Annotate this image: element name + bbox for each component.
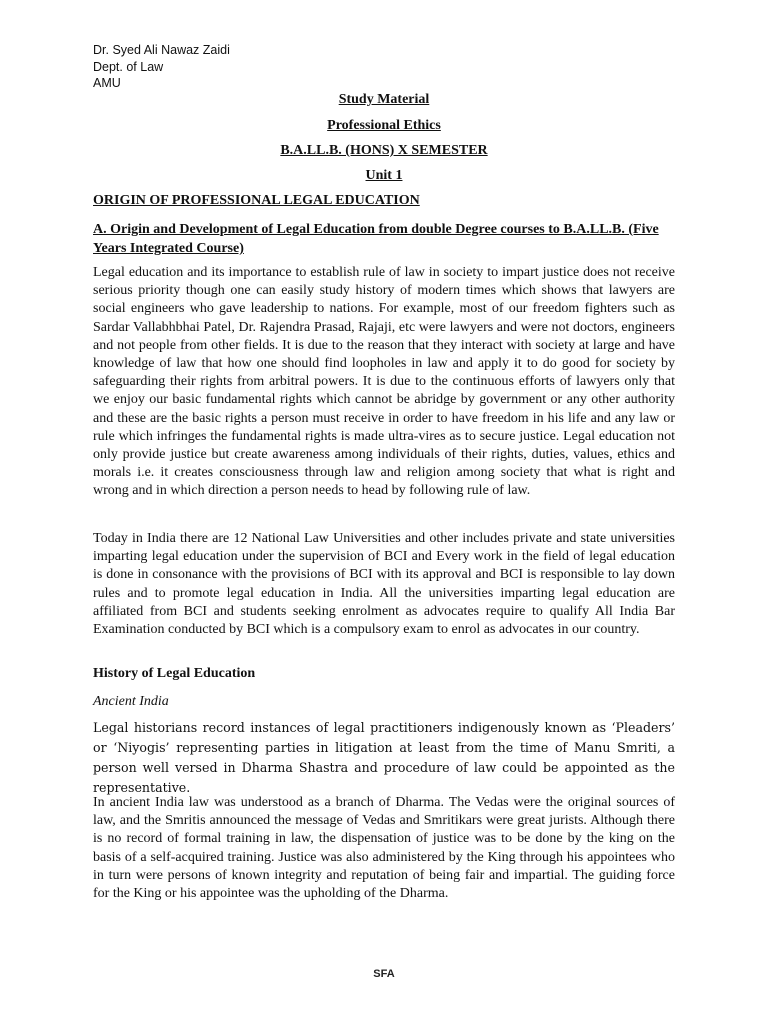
paragraph-pleaders: Legal historians record instances of legal practitioners indigenously known as ‘Pleaders’ or ‘Niyogis’ representing parties in litigation at least from the time of Manu Smriti, a person well versed in Dharma Shastra and procedure of law could be appointed as the representative. bbox=[93, 720, 675, 795]
author-block bbox=[93, 42, 230, 92]
course-title: B.A.LL.B. (HONS) X SEMESTER bbox=[280, 143, 488, 158]
unit-title: Unit 1 bbox=[365, 168, 403, 183]
paragraph-ancient-law: In ancient India law was understood as a branch of Dharma. The Vedas were the original sources of law, and the Smritis announced the message of Vedas and Smritikars were great jurists. Although there is no record of formal training in law, the dispensation of justice was to be done by the king on the basis of a self-acquired training. Justice was also administered by the King through his appointees who in turn were persons of known integrity and reputation of being fair and impartial. The guiding force for the King or his appointee was the upholding of the Dharma. bbox=[93, 795, 675, 902]
author-name: Dr. Syed Ali Nawaz Zaidi bbox=[93, 43, 230, 57]
institution: AMU bbox=[93, 76, 121, 90]
paragraph-national-law-universities: Today in India there are 12 National Law Universities and other includes private and state universities imparting legal education under the supervision of BCI and Every work in the field of legal education is done in consonance with the provisions of BCI with its approval and BCI is responsible to lay down rules and to promote legal education in India. All the universities imparting legal education are affiliated from BCI and students seeking enrolment as advocates require to qualify All India Bar Examination conducted by BCI which is a compulsory exam to enrol as advocates in our country. bbox=[93, 531, 675, 638]
study-material-title: Study Material bbox=[338, 92, 430, 107]
ancient-india-heading: Ancient India bbox=[93, 694, 169, 709]
subject-title: Professional Ethics bbox=[327, 118, 441, 133]
department: Dept. of Law bbox=[93, 59, 164, 74]
subsection-heading: A. Origin and Development of Legal Education from double Degree courses to B.A.LL.B. (Five Years Integrated Course) bbox=[93, 222, 659, 256]
footer-initials: SFA bbox=[373, 968, 395, 980]
history-heading: History of Legal Education bbox=[93, 666, 256, 681]
section-title: ORIGIN OF PROFESSIONAL LEGAL EDUCATION bbox=[93, 193, 420, 208]
paragraph-legal-education: Legal education and its importance to establish rule of law in society to impart justice does not receive serious priority though one can easily study history of modern times which shows that lawyers are social engineers who gave leadership to nations. For example, most of our freedom fighters such as Sardar Vallabhbhai Patel, Dr. Rajendra Prasad, Rajaji, etc were lawyers and were not doctors, engineers and not people from other fields. It is due to the reason that they interact with society at large and have knowledge of law that how one should find loopholes in law and apply it to do good for society by safeguarding their rights from arbitral powers. It is due to the continuous efforts of lawyers only that we enjoy our basic fundamental rights which cannot be abridge by government or any other authority and these are the basic rights a person must receive in order to have freedom in his life and any law or rule which infringes the fundamental rights is made ultra-vires as to secure justice. Legal education not only provide justice but create awareness among individuals of their rights, duties, values, ethics and morals i.e. it creates consciousness through law and religion among society that what is right and wrong and in which direction a person needs to head by following rule of law. bbox=[93, 265, 675, 499]
